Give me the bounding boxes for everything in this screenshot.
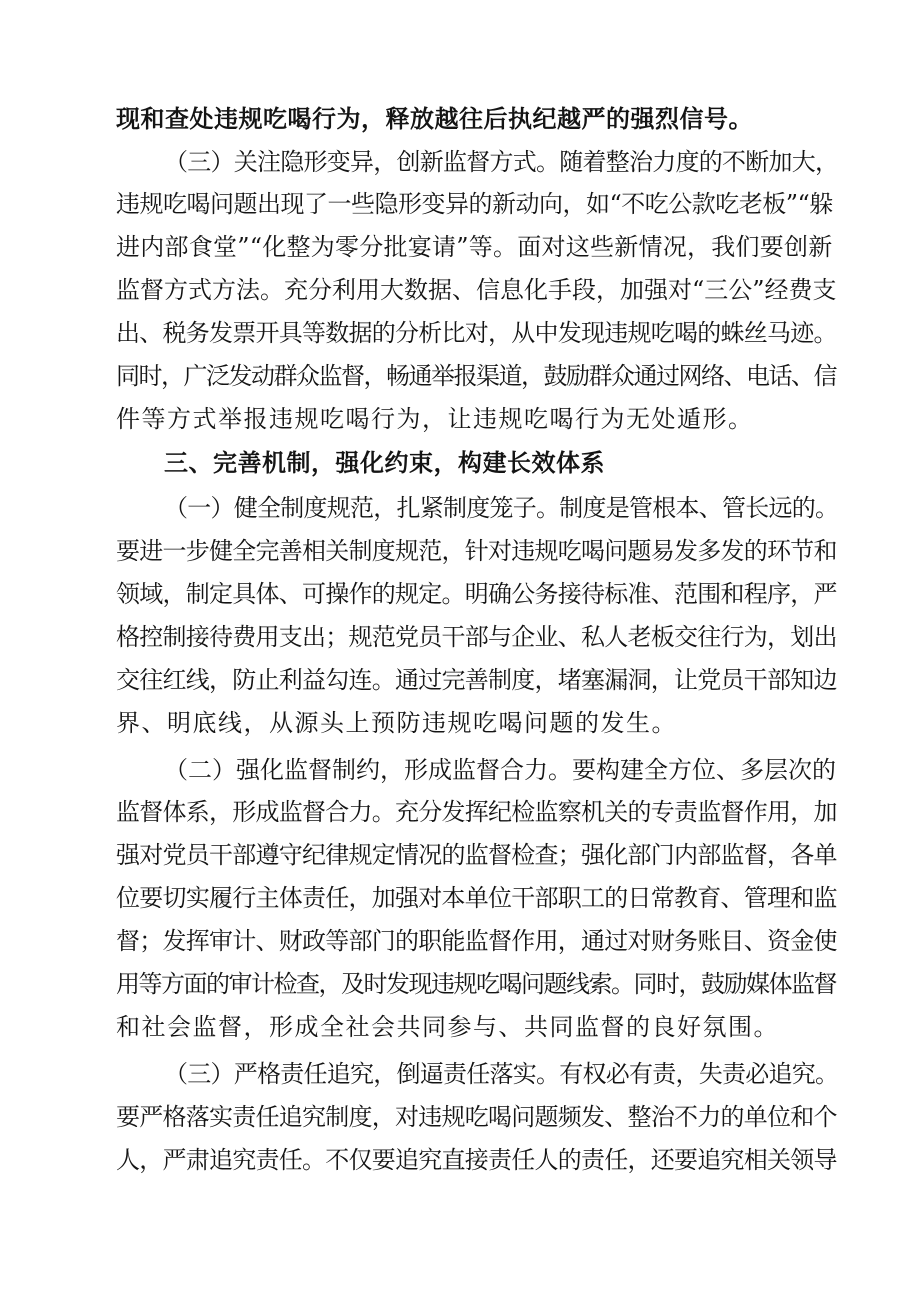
section-heading: 三、完善机制，强化约束，构建长效体系 xyxy=(164,449,605,477)
paragraph-line: 交往红线，防止利益勾连。通过完善制度，堵塞漏洞，让党员干部知边 xyxy=(116,666,837,694)
paragraph-line: 要进一步健全完善相关制度规范，针对违规吃喝问题易发多发的环节和 xyxy=(116,537,837,565)
paragraph-line: 格控制接待费用支出；规范党员干部与企业、私人老板交往行为，划出 xyxy=(116,623,837,651)
paragraph-line: 出、税务发票开具等数据的分析比对，从中发现违规吃喝的蛛丝马迹。 xyxy=(116,319,837,347)
paragraph-line: 要严格落实责任追究制度，对违规吃喝问题频发、整治不力的单位和个 xyxy=(116,1103,837,1131)
paragraph-line: 人，严肃追究责任。不仅要追究直接责任人的责任，还要追究相关领导 xyxy=(116,1146,837,1174)
paragraph-line: 监督方式方法。充分利用大数据、信息化手段，加强对“三公”经费支 xyxy=(116,276,837,304)
paragraph-line: 件等方式举报违规吃喝行为，让违规吃喝行为无处遁形。 xyxy=(116,405,754,433)
paragraph-line: （一）健全制度规范，扎紧制度笼子。制度是管根本、管长远的。 xyxy=(164,494,838,522)
paragraph-line: （三）关注隐形变异，创新监督方式。随着整治力度的不断加大， xyxy=(164,148,838,176)
paragraph-line: 现和查处违规吃喝行为，释放越往后执纪越严的强烈信号。 xyxy=(116,105,753,133)
paragraph-line: 监督体系，形成监督合力。充分发挥纪检监察机关的专责监督作用，加 xyxy=(116,798,837,826)
paragraph-line: 同时，广泛发动群众监督，畅通举报渠道，鼓励群众通过网络、电话、信 xyxy=(116,362,836,390)
paragraph-line: 位要切实履行主体责任，加强对本单位干部职工的日常教育、管理和监 xyxy=(116,884,837,912)
paragraph-line: 违规吃喝问题出现了一些隐形变异的新动向，如“不吃公款吃老板”“躲 xyxy=(116,190,833,218)
paragraph-line: 用等方面的审计检查，及时发现违规吃喝问题线索。同时，鼓励媒体监督 xyxy=(116,970,836,998)
paragraph-line: （三）严格责任追究，倒逼责任落实。有权必有责，失责必追究。 xyxy=(164,1060,838,1088)
paragraph-line: 领域，制定具体、可操作的规定。明确公务接待标准、范围和程序，严 xyxy=(116,580,837,608)
paragraph-line: 和社会监督，形成全社会共同参与、共同监督的良好氛围。 xyxy=(116,1013,779,1041)
paragraph-line: 界、明底线，从源头上预防违规吃喝问题的发生。 xyxy=(116,709,677,737)
paragraph-line: （二）强化监督制约，形成监督合力。要构建全方位、多层次的 xyxy=(164,756,836,784)
paragraph-line: 督；发挥审计、财政等部门的职能监督作用，通过对财务账目、资金使 xyxy=(116,927,837,955)
paragraph-line: 强对党员干部遵守纪律规定情况的监督检查；强化部门内部监督，各单 xyxy=(116,841,837,869)
paragraph-line: 进内部食堂”“化整为零分批宴请”等。面对这些新情况，我们要创新 xyxy=(116,233,833,261)
